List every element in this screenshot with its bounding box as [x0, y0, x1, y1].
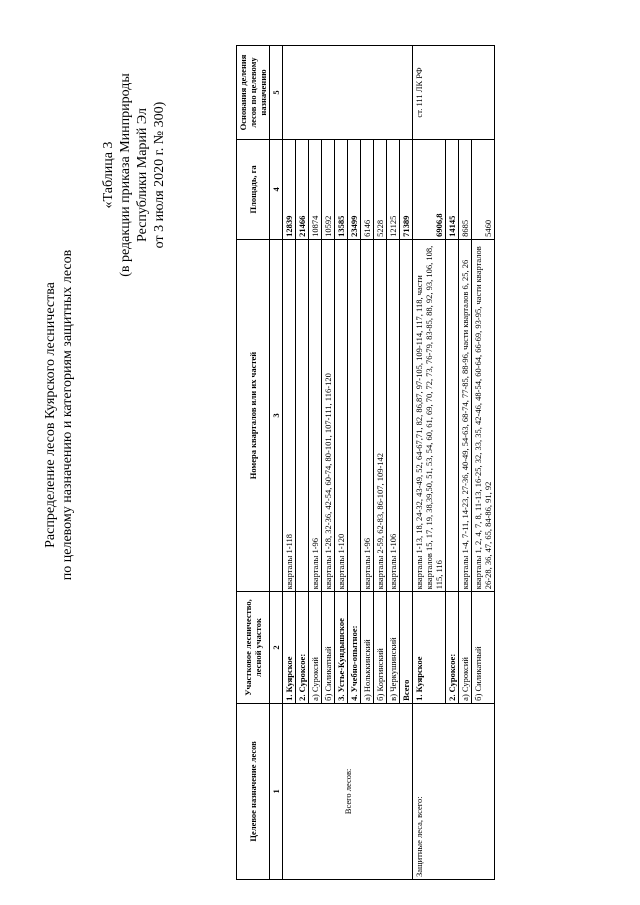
area-cell: 5228 — [374, 140, 387, 240]
table-caption — [100, 65, 168, 285]
caption-line-3: Республики Марий Эл — [135, 108, 150, 242]
quarters-cell: кварталы 1-96 — [361, 239, 374, 591]
quarters-cell: кварталы 1, 2, 4, 7, 8, 11-13, 16-25, 32, 33, 35, 42-46, 48-54, 60-64, 66-69, 93-95, части кварталов 26-28, 36, 47, 65, 84-86, 91, 92 — [472, 239, 495, 591]
forestry-cell: 2. Суроксое: — [296, 592, 309, 704]
forest-distribution-table — [236, 45, 495, 880]
forestry-cell: 3. Устье-Кундышское — [335, 592, 348, 704]
caption-line-4: от 3 июля 2020 г. № 300) — [152, 101, 167, 249]
document-title — [42, 25, 76, 805]
quarters-cell: кварталы 1-13, 18, 24-32, 43-49, 52, 64-67,71, 82, 86,87, 97-105, 109-114, 117, 118, части кварталов 15, 17, 19, 38,39,50, 51, 53, 54, 60, 61, 69, 70, 72, 73, 76-79, 83-85, 88, 92, 93, 106, 108, 115, 116 — [413, 239, 446, 591]
quarters-cell: кварталы 1-106 — [387, 239, 400, 591]
header-forestry: Участковое лесничество, лесной участок — [237, 592, 270, 704]
col-number: 3 — [270, 239, 283, 591]
area-cell: 12125 — [387, 140, 400, 240]
quarters-cell: кварталы 1-4, 7-11, 14-23, 27-36, 40-49, 54-63, 68-74, 77-85, 88-96, части кварталов 6, 25, 26 — [459, 239, 472, 591]
header-area: Площадь, га — [237, 140, 270, 240]
col-number: 1 — [270, 703, 283, 879]
area-cell: 5460 — [472, 140, 495, 240]
area-cell: 21466 — [296, 140, 309, 240]
quarters-cell: кварталы 1-118 — [283, 239, 296, 591]
forestry-cell: 1. Куярское — [413, 592, 446, 704]
quarters-cell — [400, 239, 413, 591]
area-cell: 6906,8 — [413, 140, 446, 240]
purpose-cell: Всего лесов: — [283, 703, 413, 879]
quarters-cell — [348, 239, 361, 591]
table-body — [283, 46, 495, 880]
area-cell: 10874 — [309, 140, 322, 240]
forestry-cell: 2. Суроксое: — [446, 592, 459, 704]
header-row — [237, 46, 270, 880]
area-cell: 71389 — [400, 140, 413, 240]
col-number: 4 — [270, 140, 283, 240]
quarters-cell: кварталы 1-120 — [335, 239, 348, 591]
caption-line-1: «Таблица 3 — [101, 141, 116, 209]
basis-cell: ст. 111 ЛК РФ — [413, 46, 495, 140]
forestry-cell: а) Суроксий — [309, 592, 322, 704]
area-cell: 23499 — [348, 140, 361, 240]
area-cell: 14145 — [446, 140, 459, 240]
forestry-cell: а) Суроксий — [459, 592, 472, 704]
caption-line-2: (в редакции приказа Минприроды — [118, 73, 133, 277]
forestry-cell: б) Коргинский — [374, 592, 387, 704]
forestry-cell: в) Черкушинский — [387, 592, 400, 704]
title-line-1: Распределение лесов Куярского лесничества — [43, 282, 58, 548]
forestry-cell: Всего — [400, 592, 413, 704]
forestry-cell: 4. Учебно-опытное: — [348, 592, 361, 704]
header-quarters: Номера кварталов или их частей — [237, 239, 270, 591]
forestry-cell: б) Силикатный — [322, 592, 335, 704]
table-row — [283, 46, 296, 880]
quarters-cell — [296, 239, 309, 591]
column-number-row — [270, 46, 283, 880]
title-line-2: по целевому назначению и категориям защитных лесов — [60, 249, 75, 581]
col-number: 2 — [270, 592, 283, 704]
area-cell: 12839 — [283, 140, 296, 240]
forestry-cell: б) Силикатный — [472, 592, 495, 704]
area-cell: 8685 — [459, 140, 472, 240]
quarters-cell — [446, 239, 459, 591]
table-row — [413, 46, 446, 880]
header-basis: Основания деления лесов по целевому назначению — [237, 46, 270, 140]
forestry-cell: а) Нольккинский — [361, 592, 374, 704]
quarters-cell: кварталы 2-59, 62-83, 86-107, 109-142 — [374, 239, 387, 591]
purpose-cell: Защитные леса, всего: — [413, 703, 495, 879]
header-purpose: Целевое назначение лесов — [237, 703, 270, 879]
col-number: 5 — [270, 46, 283, 140]
quarters-cell: кварталы 1-96 — [309, 239, 322, 591]
area-cell: 6146 — [361, 140, 374, 240]
area-cell: 10592 — [322, 140, 335, 240]
basis-cell — [283, 46, 413, 140]
forestry-cell: 1. Куярское — [283, 592, 296, 704]
quarters-cell: кварталы 1-28, 32-36, 42-54, 60-74, 80-101, 107-111, 116-120 — [322, 239, 335, 591]
area-cell: 13585 — [335, 140, 348, 240]
